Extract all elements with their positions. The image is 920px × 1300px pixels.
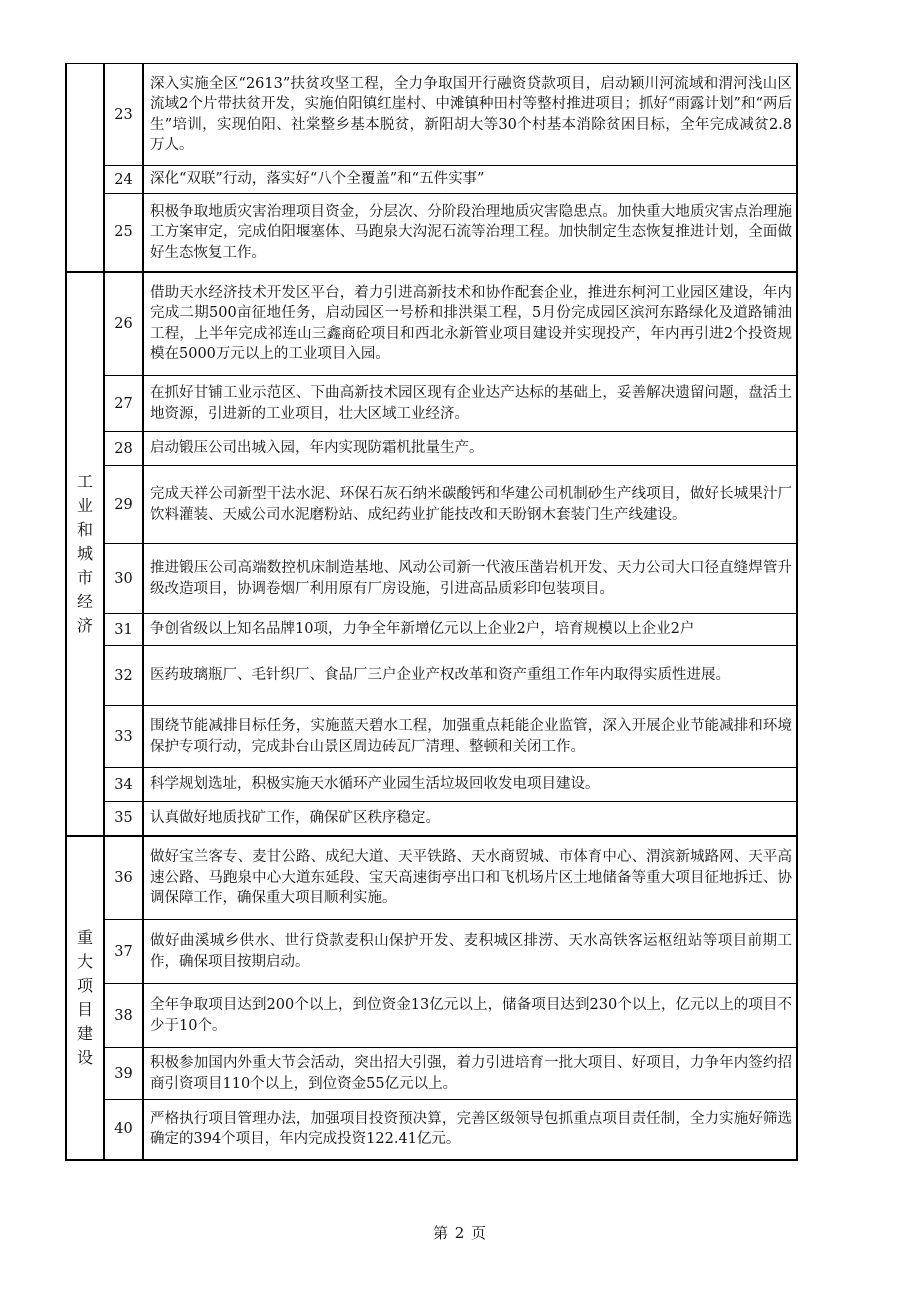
item-number: 33 [104,706,143,768]
table-row [66,802,797,836]
table-row [66,836,797,920]
page-number: 第 2 页 [432,1224,488,1242]
item-text: 围绕节能减排目标任务，实施蓝天碧水工程，加强重点耗能企业监管，深入开展企业节能减排和环境保护专项行动，完成卦台山景区周边砖瓦厂清理、整顿和关闭工作。 [143,706,797,768]
item-number: 29 [104,466,143,544]
table-row [66,1048,797,1100]
table-row [66,64,797,166]
item-text: 严格执行项目管理办法，加强项目投资预决算，完善区级领导包抓重点项目责任制，全力实施好筛选确定的394个项目，年内完成投资122.41亿元。 [143,1100,797,1160]
item-number: 24 [104,166,143,194]
item-number: 27 [104,376,143,432]
item-number: 25 [104,194,143,272]
item-text: 科学规划选址，积极实施天水循环产业园生活垃圾回收发电项目建设。 [143,768,797,802]
category-cell [66,272,104,836]
table-row [66,920,797,984]
item-number: 32 [104,646,143,706]
item-number: 28 [104,432,143,466]
item-number: 31 [104,614,143,646]
item-number: 23 [104,64,143,166]
table-row [66,166,797,194]
item-text: 在抓好甘铺工业示范区、下曲高新技术园区现有企业达产达标的基础上，妥善解决遗留问题，盘活土地资源，引进新的工业项目，壮大区域工业经济。 [143,376,797,432]
item-text: 积极参加国内外重大节会活动，突出招大引强，着力引进培育一批大项目、好项目，力争年内签约招商引资项目110个以上，到位资金55亿元以上。 [143,1048,797,1100]
table-row [66,646,797,706]
item-text: 完成天祥公司新型干法水泥、环保石灰石纳米碳酸钙和华建公司机制砂生产线项目，做好长城果汁厂饮料灌装、天威公司水泥磨粉站、成纪药业扩能技改和天盼钢木套装门生产线建设。 [143,466,797,544]
item-number: 39 [104,1048,143,1100]
item-number: 26 [104,272,143,376]
item-number: 36 [104,836,143,920]
item-number: 35 [104,802,143,836]
item-text: 深化“双联”行动，落实好“八个全覆盖”和“五件实事” [143,166,797,194]
table-row [66,432,797,466]
item-text: 推进锻压公司高端数控机床制造基地、风动公司新一代液压凿岩机开发、天力公司大口径直缝焊管升级改造项目，协调卷烟厂利用原有厂房设施，引进高品质彩印包装项目。 [143,544,797,614]
table-row [66,768,797,802]
table-row [66,1100,797,1160]
table-row [66,706,797,768]
table-row [66,376,797,432]
table-row [66,466,797,544]
item-number: 34 [104,768,143,802]
item-text: 做好曲溪城乡供水、世行贷款麦积山保护开发、麦积城区排涝、天水高铁客运枢纽站等项目前期工作，确保项目按期启动。 [143,920,797,984]
item-text: 借助天水经济技术开发区平台，着力引进高新技术和协作配套企业，推进东柯河工业园区建设，年内完成二期500亩征地任务，启动园区一号桥和排洪渠工程，5月份完成园区滨河东路绿化及道路铺油工程，上半年完成祁连山三鑫商砼项目和西北永新管业项目建设并实现投产，年内再引进2个投资规模在5000万元以上的工业项目入园。 [143,272,797,376]
item-number: 30 [104,544,143,614]
item-text: 积极争取地质灾害治理项目资金，分层次、分阶段治理地质灾害隐患点。加快重大地质灾害点治理施工方案审定，完成伯阳堰塞体、马跑泉大沟泥石流等治理工程。加快制定生态恢复推进计划，全面做好生态恢复工作。 [143,194,797,272]
item-number: 40 [104,1100,143,1160]
work-items-table [65,63,798,1161]
item-text: 启动锻压公司出城入园，年内实现防霜机批量生产。 [143,432,797,466]
table-row [66,194,797,272]
item-text: 全年争取项目达到200个以上，到位资金13亿元以上，储备项目达到230个以上，亿元以上的项目不少于10个。 [143,984,797,1048]
item-text: 深入实施全区“2613”扶贫攻坚工程，全力争取国开行融资贷款项目，启动颖川河流域和渭河浅山区流域2个片带扶贫开发，实施伯阳镇红崖村、中滩镇种田村等整村推进项目；抓好“雨露计划”和“两后生”培训，实现伯阳、社棠整乡基本脱贫，新阳胡大等30个村基本消除贫困目标，全年完成减贫2.8万人。 [143,64,797,166]
table-row [66,614,797,646]
table-row [66,984,797,1048]
table-row [66,272,797,376]
category-cell [66,836,104,1160]
item-number: 38 [104,984,143,1048]
item-text: 争创省级以上知名品牌10项，力争全年新增亿元以上企业2户，培育规模以上企业2户 [143,614,797,646]
category-cell [66,64,104,272]
category-label: 工业和城市经济 [76,471,93,635]
category-label: 重大项目建设 [76,927,93,1067]
item-number: 37 [104,920,143,984]
item-text: 医药玻璃瓶厂、毛针织厂、食品厂三户企业产权改革和资产重组工作年内取得实质性进展。 [143,646,797,706]
table-row [66,544,797,614]
item-text: 做好宝兰客专、麦甘公路、成纪大道、天平铁路、天水商贸城、市体育中心、渭滨新城路网、天平高速公路、马跑泉中心大道东延段、宝天高速街亭出口和飞机场片区土地储备等重大项目征地拆迁、协调保障工作，确保重大项目顺利实施。 [143,836,797,920]
item-text: 认真做好地质找矿工作，确保矿区秩序稳定。 [143,802,797,836]
